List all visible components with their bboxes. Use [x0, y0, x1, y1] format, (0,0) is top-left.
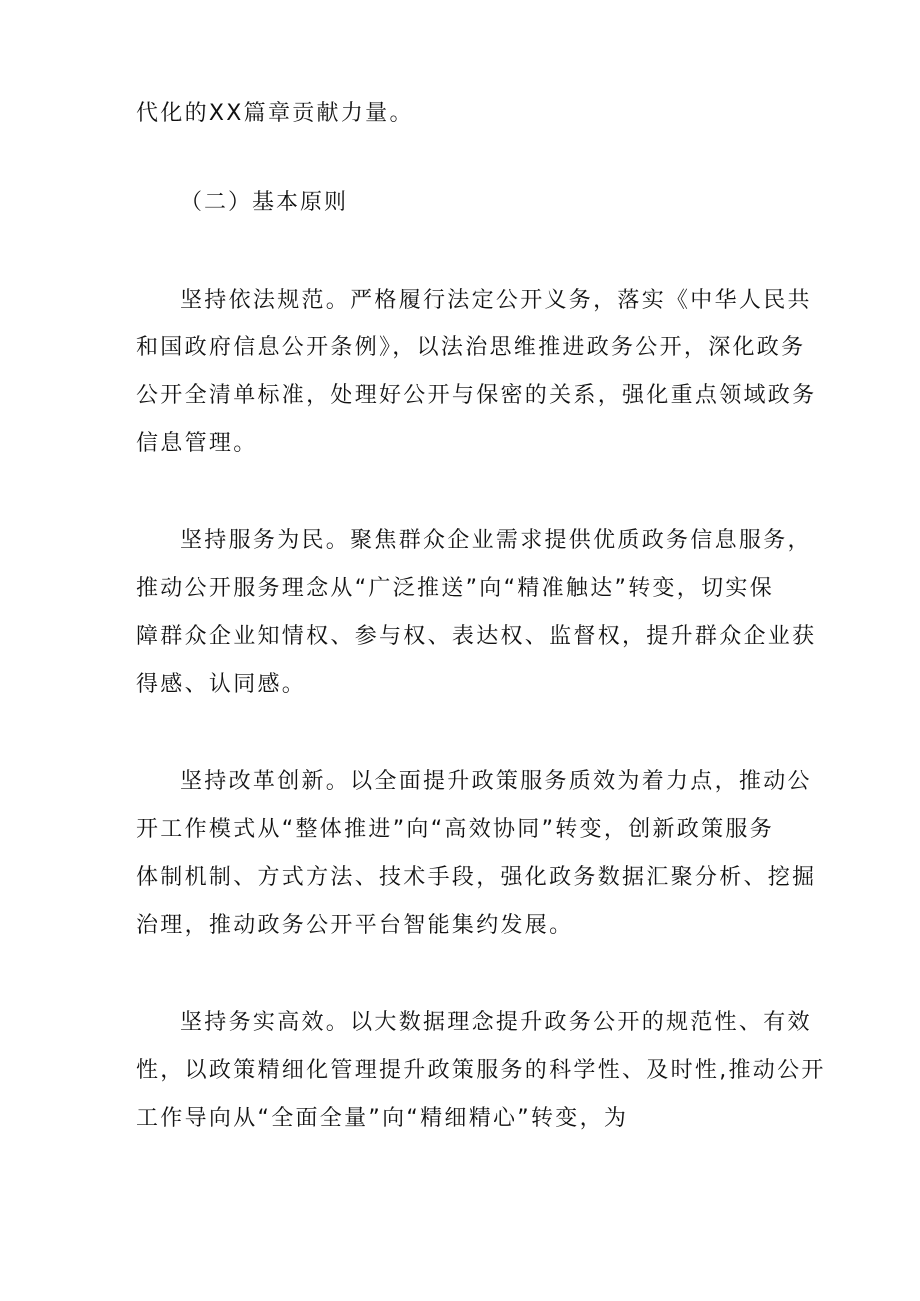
principle-3-line-4: 治理，推动政务公开平台智能集约发展。: [136, 913, 574, 938]
principle-3-line-2: 开工作模式从“整体推进”向“高效协同”转变，创新政策服务: [136, 817, 774, 842]
principle-1-line-3: 公开全清单标准，处理好公开与保密的关系，强化重点领域政务: [136, 383, 817, 408]
principle-2-line-3: 障群众企业知情权、参与权、表达权、监督权，提升群众企业获: [136, 624, 817, 649]
principle-4-line-2: 性，以政策精细化管理提升政策服务的科学性、及时性,推动公开: [136, 1058, 826, 1083]
principle-1-line-2: 和国政府信息公开条例》，以法治思维推进政务公开，深化政务: [136, 335, 806, 360]
principle-1-line-4: 信息管理。: [136, 431, 258, 456]
principle-2-line-4: 得感、认同感。: [136, 672, 307, 697]
section-heading-basic-principles: （二）基本原则: [180, 190, 349, 215]
principle-4-line-1: 坚持务实高效。以大数据理念提升政务公开的规范性、有效: [180, 1010, 812, 1035]
principle-3-line-3: 体制机制、方式方法、技术手段，强化政务数据汇聚分析、挖掘: [136, 865, 817, 890]
paragraph-continuation-line: 代化的XX篇章贡献力量。: [136, 101, 414, 126]
principle-4-line-3: 工作导向从“全面全量”向“精细精心”转变，为: [136, 1106, 629, 1131]
principle-3-line-1: 坚持改革创新。以全面提升政策服务质效为着力点，推动公: [180, 769, 812, 794]
principle-1-line-1: 坚持依法规范。严格履行法定公开义务，落实《中华人民共: [180, 288, 812, 313]
principle-2-line-1: 坚持服务为民。聚焦群众企业需求提供优质政务信息服务，: [180, 528, 812, 553]
principle-2-line-2: 推动公开服务理念从“广泛推送”向“精准触达”转变，切实保: [136, 576, 774, 601]
